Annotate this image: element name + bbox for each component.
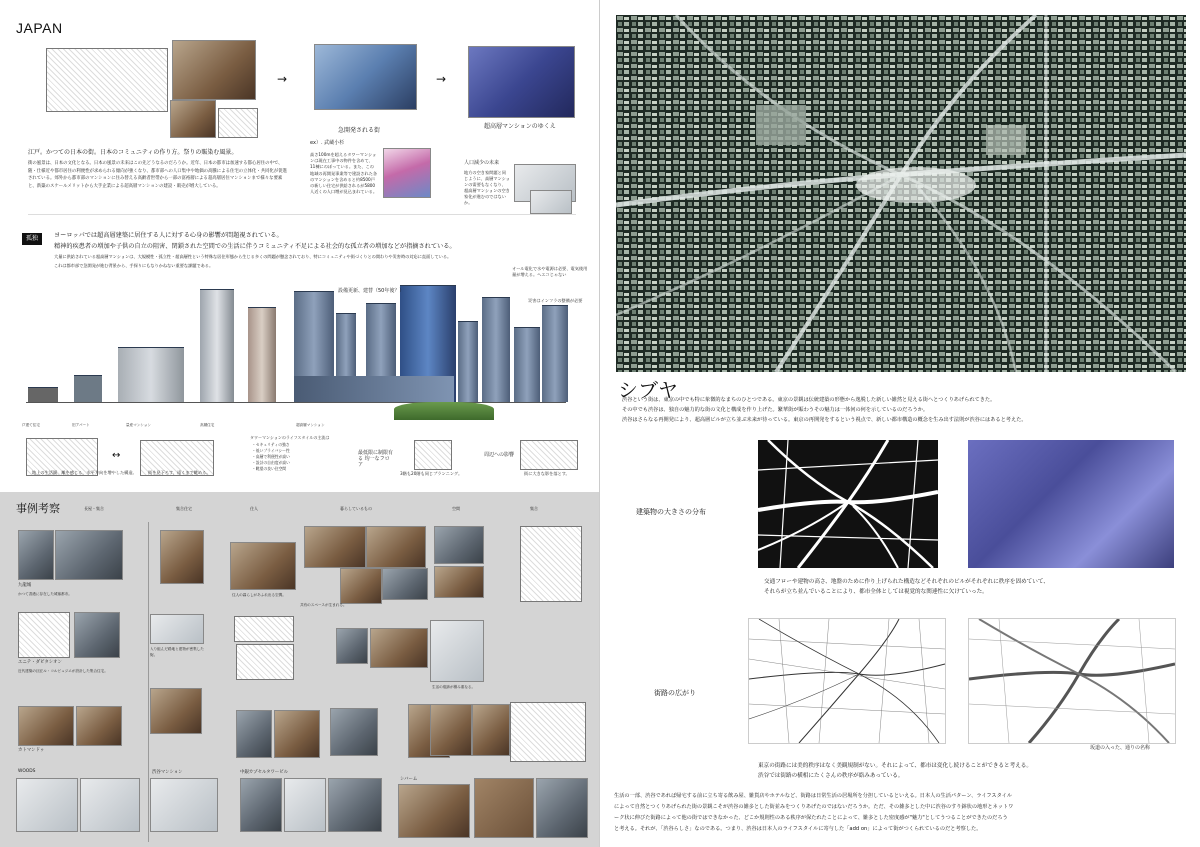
case-column-header: 集合 <box>530 506 538 511</box>
section1-label: 建築物の大きさの分布 <box>636 508 706 516</box>
map-annotation: 坂道の入った、通りの名称 <box>1090 745 1151 751</box>
case-caption: カトマンドゥ <box>18 748 45 753</box>
case-caption: 九龍城 <box>18 583 32 588</box>
capsule-photo-2 <box>284 778 326 832</box>
shibuya-title: シブヤ <box>618 378 678 402</box>
lifestyle-item: ・設計の自由度が高い <box>252 460 290 465</box>
arrow-icon: → <box>277 72 288 86</box>
kowloon-photo <box>18 530 54 580</box>
kathmandu-photo-2 <box>76 706 122 746</box>
edo-town-illustration <box>46 48 168 112</box>
tower-building-5 <box>458 321 478 402</box>
woods-photo <box>16 778 78 832</box>
lifestyle-item: ・眺望の良い住空間 <box>252 466 287 471</box>
japan-title: JAPAN <box>16 20 63 36</box>
case-small-text: 住人の暮らしがあふれ出る空間。 <box>232 593 286 597</box>
isolation-line4: これは都市部で急開発が進む背景から、手探りにもなりかねない重要な課題である。 <box>54 263 214 268</box>
case-small-text: 近代建築の巨匠ル・コルビュジエが設計した集合住宅。 <box>18 669 108 673</box>
tower-building-7 <box>514 327 540 402</box>
bottom-text-7: 街に大きな影を落とす。 <box>524 471 570 476</box>
room-photo <box>330 708 378 756</box>
tower-scale-diagram <box>10 280 586 420</box>
space-photo-4 <box>472 704 510 756</box>
mansion-building <box>118 347 184 402</box>
street-network-graphic <box>749 619 945 743</box>
facade-photo <box>536 778 588 838</box>
case-small-text: 生活の痕跡が積み重なる。 <box>432 685 476 689</box>
house-building <box>28 387 58 402</box>
section2-text-1: 東京の街路には美的秩序はなく美観規制がない。それによって、都市は変化し続けることができると考える。 <box>758 763 1032 769</box>
lifestyle-item: ・高層で利便性が高い <box>252 454 290 459</box>
tower-future-caption: 超高層マンションのゆくえ <box>484 123 556 130</box>
case-column-header: 住人 <box>250 506 258 511</box>
space-photo-3 <box>430 704 472 756</box>
intro-paragraph: 街の風景は、日本の文化となる。日本の風景の未来はこの先どうなるのだろうか。近年、日本の都市は加速する都心居住の中で、随・仕様近や都市居住の利便性が求められる傾向が強くなり、都市部への人口集中や地価の高騰による住宅の立体化・共同化が促進されている。郊外から都市部のマンションに住み替える高齢者世帯から一部の富裕層による超高層居住マンションまで様々な要素と、新築のスケールメリットから大手企業による超高層マンションの建設・販売が増大している。 <box>28 161 288 189</box>
isolation-line3: 大量に供給されている超高層マンションは、大規模性・孤立性・超高層性という特殊な居住形態から生じる多くの問題が懸念されており、特にコミュニティや街づくりとの関わりや災害時の対応に直面している。 <box>54 254 452 259</box>
case-column-header: 空間 <box>452 506 460 511</box>
tower-building-6 <box>482 297 510 402</box>
scale-label: 超高層マンション <box>296 423 325 427</box>
height-color-map <box>968 440 1174 568</box>
case-caption: ユニテ・ダビタシオン <box>18 660 62 665</box>
bottom-text-6: 周辺への影響 <box>484 452 515 458</box>
population-chart-image-2 <box>530 190 572 214</box>
population-title: 人口減少の未来 <box>464 160 500 166</box>
closing-text-3: ーク状に伸びた街路によって他の街ではできなかった、どこか規則性のある秩序が保たれたことによって、雑多とした密度感が"魅力"としてうつることができたのだろう <box>614 815 1008 821</box>
ex-title: ex）. 武蔵小杉 <box>310 140 345 146</box>
case-caption: 渋谷マンション <box>152 770 183 775</box>
living-photo <box>304 526 366 568</box>
street-network-map <box>748 618 946 744</box>
ex-text: 高さ100mを超えるタワーマンションは現在工事中の物件を含めて、11棟にのぼっている。また、この地域の再開発事業等で建設された各のマンションを含めると約8500戸の新しい住宅が供給されるが5800人近くの人口増が見込まれている。 <box>310 152 378 195</box>
lifestyle-item: ・低いプライバシー性 <box>252 448 290 453</box>
collective-housing-photo <box>160 530 204 584</box>
building-elevation <box>430 620 484 682</box>
case-study-panel <box>0 492 600 847</box>
lifestyle-item: ・セキュリティの強さ <box>252 442 290 447</box>
case-column-header: 暮らしているもの <box>340 506 372 511</box>
bottom-text-5: 3階も20階も同じプランニング。 <box>400 471 463 476</box>
tower-note-2: オール電化で水や電源は必要、電気使用量が増える。ヘエコじゃない <box>512 266 588 277</box>
section-sketch <box>234 616 294 642</box>
tower-cluster-photo <box>314 44 417 110</box>
rapid-dev-caption: 急開発される街 <box>338 127 381 134</box>
intro-headline: 江戸。かつての日本の街。日本のコミュニティの作り方。祭りの賑染む風景。 <box>28 149 238 156</box>
case-column-header: 長屋・集合 <box>84 506 104 511</box>
capsule-photo <box>240 778 282 832</box>
street-photo-2 <box>274 710 320 758</box>
shadow-sketch <box>520 440 578 470</box>
shibam-aerial <box>474 778 534 838</box>
bottom-text-3: タワーマンションのライフスタイルの主流は <box>250 435 330 440</box>
figure-ground-map <box>758 440 938 568</box>
unite-photo <box>74 612 120 658</box>
shop-photo-2 <box>382 568 428 600</box>
tower-note-3: 災害はインフラの整備が必要 <box>528 298 583 303</box>
bottom-text-1: 地上の生活圏、離を感じる、水平方向を増やした構造。 <box>32 470 137 475</box>
interior-photo-2 <box>370 628 428 668</box>
case-small-text: 入り組んだ路地と建物が密集した街。 <box>150 647 204 657</box>
bottom-text-2: 街を見下ろす、遠くまで眺める。 <box>148 470 211 475</box>
highrise-building-2 <box>248 307 276 402</box>
isolation-label: 孤独 <box>22 233 42 245</box>
interior-photo <box>336 628 368 664</box>
housing-photo-3 <box>150 688 202 734</box>
kathmandu-photo <box>18 706 74 746</box>
town-sketch <box>218 108 258 138</box>
isolation-line2: 精神的疾患者の増加や子供の自立の阻害、閉鎖された空間での生活に伴うコミュニティ不足による社会的な孤立者の増加などが指摘されている。 <box>54 243 456 250</box>
column-divider <box>148 522 149 842</box>
case-caption: 中銀カプセルタワービル <box>240 770 289 775</box>
housing-photo-2 <box>150 614 204 644</box>
annotated-street-graphic <box>969 619 1175 743</box>
case-small-text: 共有のスペースが生まれる。 <box>300 603 347 607</box>
shibuya-intro-2: その中でも渋谷は、独自の魅力的な街の文化と構成を作り上げた。繁華街が賑わうその魅力は一体何の何を示しているのだろうか。 <box>622 407 929 413</box>
shibuya-intro-3: 渋谷はさらなる再開発により、超高層ビルが立ち並ぶ未来が待っている。東京の再開発をするという視点で、新しい都市構造の概念を生み出す法則が渋谷にはあると考えた。 <box>622 417 1027 423</box>
floor-stack-sketch <box>414 440 452 470</box>
tower-note-1: 設備更新、建替（50年後？） <box>338 288 405 294</box>
tower-building-8 <box>542 305 568 402</box>
scale-label: 旧アパート <box>72 423 90 427</box>
case-small-text: かつて香港に存在した城塞都市。 <box>18 592 72 596</box>
section2-label: 街路の広がり <box>654 689 696 697</box>
section1-text-2: それらが立ち並んでいることにより、都市全体としては視覚的な関連性に欠けていった。 <box>764 589 988 595</box>
festival-photo <box>170 100 216 138</box>
kowloon-photo-2 <box>55 530 123 580</box>
double-arrow-icon: ↔ <box>112 450 121 461</box>
edo-street-photo <box>172 40 256 100</box>
tower-podium <box>294 376 454 402</box>
scale-label: 高層住宅 <box>200 423 215 427</box>
closing-text-1: 生活の一部、渋谷であれば帰宅する前に立ち寄る飲み屋、雑貨店やホテルなど、街路は日常生活の居場所を分担しているといえる。日本人の生活パターン、ライフスタイル <box>614 793 1013 799</box>
space-photo-2 <box>434 566 484 598</box>
section2-text-2: 渋谷では街路の横相にたくさんの秩序が絡みあっている。 <box>758 773 904 779</box>
axonometric-sketch <box>520 526 582 602</box>
apartment-building <box>74 375 102 402</box>
divider-line <box>28 214 576 215</box>
sheet-divider <box>599 0 600 847</box>
isolation-line1: ヨーロッパでは超高層建築に居住する人に対する心身の影響が問題視されている。 <box>54 232 283 239</box>
closing-text-4: と考える。それが、「渋谷らしさ」なのである。つまり、渋谷は日本人のライフスタイルに寄与した「add on」によって街がつくられているのだと考察した。 <box>614 826 982 832</box>
shibuya-intro-1: 渋谷という街は、東京の中でも特に象徴的なまちのひとつである。東京の景観は伝統建築の形態から逸脱した新しい雑然と見える街へとつくりあげられてきた。 <box>622 397 996 403</box>
arrow-icon: → <box>436 72 447 86</box>
case-caption: WOODS <box>18 769 36 774</box>
space-photo <box>434 526 484 564</box>
woods-photo-2 <box>80 778 140 832</box>
shibuya-mansion-photo <box>150 778 218 832</box>
case-caption: シバーム <box>400 777 418 782</box>
section1-text-1: 交通フローや建物の高さ、地盤のために作り上げられた構造などそれぞれのビルがそれぞれに秩序を固めていて、 <box>764 579 1049 585</box>
case-title: 事例考察 <box>16 502 60 515</box>
site-map <box>510 702 586 762</box>
plan-sketch <box>236 644 294 680</box>
ground-line <box>26 402 566 403</box>
aerial-map-graphic <box>616 15 1186 372</box>
resident-photo <box>230 542 296 590</box>
bottom-text-4: 最低限に制限有る 均一なフロア <box>358 450 394 468</box>
closing-text-2: によって自然とつくりあげられた街の景観こそが渋谷の雑多とした街並みをつくりあげたのではないだろうか。ただ、その雑多とした中に渋谷のすり鉢状の地形とネットワ <box>614 804 1014 810</box>
shibuya-aerial-map <box>616 15 1186 372</box>
shop-photo <box>340 568 382 604</box>
unite-plan-sketch <box>18 612 70 658</box>
highrise-building <box>200 289 234 402</box>
scale-label: 戸建て住宅 <box>22 423 40 427</box>
population-text: 地方の空き家問題と同じように、高層マンションの需要もなくなり、超高層マンションの空き家化が進むのではないか。 <box>464 170 510 205</box>
annotated-street-map <box>968 618 1176 744</box>
figure-ground-graphic <box>758 440 938 568</box>
scale-label: 量産マンション <box>126 423 151 427</box>
kosugi-map <box>383 148 431 198</box>
tree-mass <box>394 402 494 420</box>
living-photo-2 <box>366 526 426 568</box>
capsule-interior-photo <box>328 778 382 832</box>
case-column-header: 集合住宅 <box>176 506 192 511</box>
street-photo <box>236 710 272 758</box>
tower-future-photo <box>468 46 575 118</box>
shibam-photo <box>398 784 470 838</box>
